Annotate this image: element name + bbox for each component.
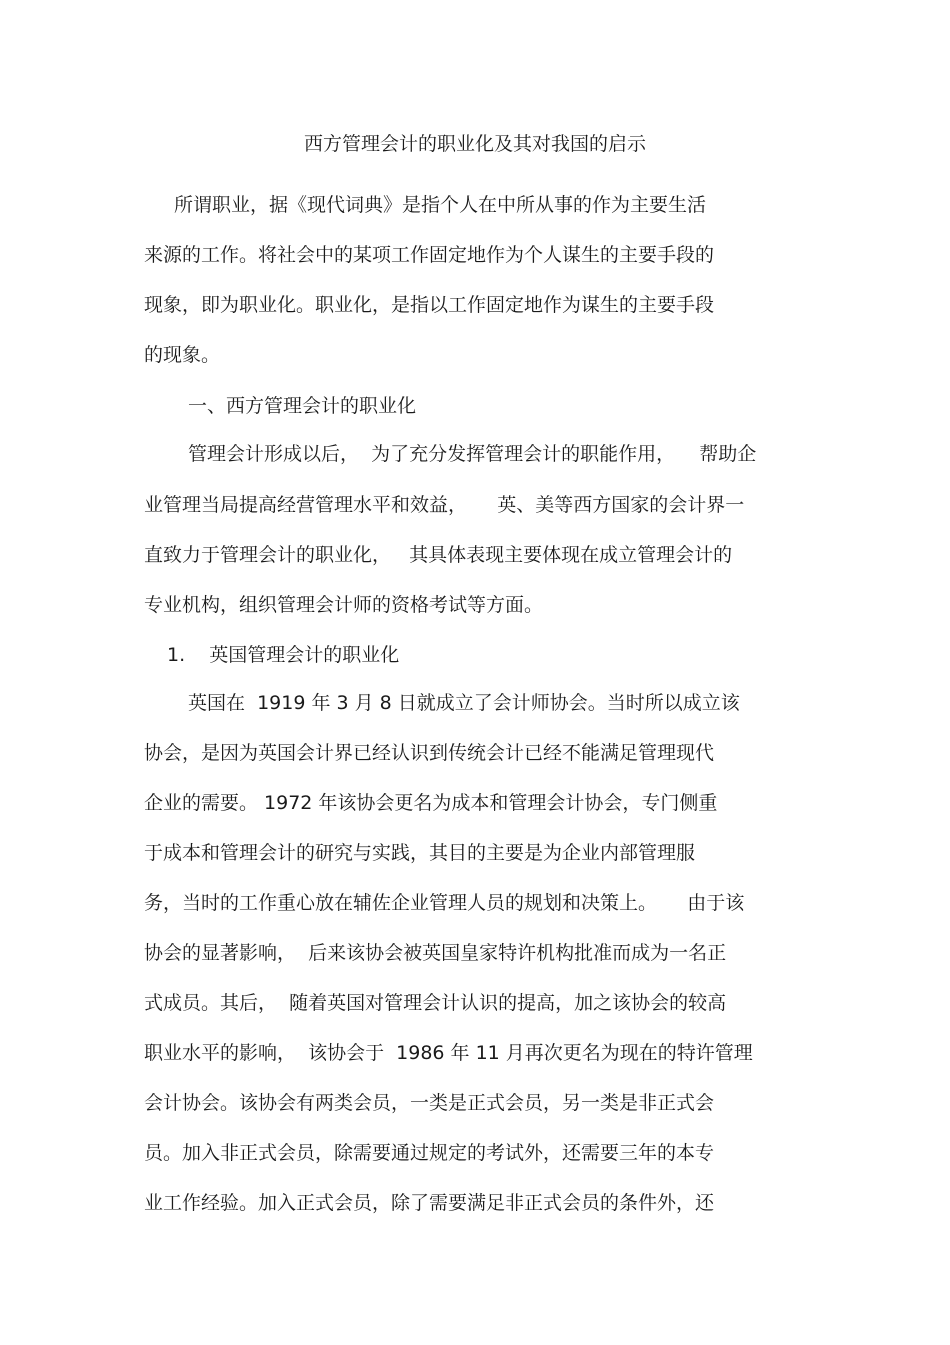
paragraph-line: 协会，是因为英国会计界已经认识到传统会计已经不能满足管理现代	[144, 742, 715, 764]
paragraph-line: 职业水平的影响， 该协会于 1986 年 11 月再次更名为现在的特许管理	[144, 1042, 753, 1064]
paragraph-line: 管理会计形成以后， 为了充分发挥管理会计的职能作用， 帮助企	[188, 443, 757, 465]
paragraph-line: 英国在 1919 年 3 月 8 日就成立了会计师协会。当时所以成立该	[188, 692, 740, 714]
paragraph-line: 现象，即为职业化。职业化，是指以工作固定地作为谋生的主要手段	[144, 294, 715, 316]
paragraph-line: 于成本和管理会计的研究与实践，其目的主要是为企业内部管理服	[144, 842, 696, 864]
paragraph-line: 所谓职业，据《现代词典》是指个人在中所从事的作为主要生活	[174, 194, 707, 216]
subsection-heading: 1. 英国管理会计的职业化	[167, 644, 400, 666]
document-title: 西方管理会计的职业化及其对我国的启示	[303, 133, 646, 155]
paragraph-line: 式成员。其后， 随着英国对管理会计认识的提高，加之该协会的较高	[144, 992, 727, 1014]
paragraph-line: 企业的需要。 1972 年该协会更名为成本和管理会计协会，专门侧重	[144, 792, 718, 814]
paragraph-line: 直致力于管理会计的职业化， 其具体表现主要体现在成立管理会计的	[144, 544, 733, 566]
paragraph-line: 专业机构，组织管理会计师的资格考试等方面。	[144, 594, 544, 616]
paragraph-line: 协会的显著影响， 后来该协会被英国皇家特许机构批准而成为一名正	[144, 942, 727, 964]
paragraph-line: 业工作经验。加入正式会员，除了需要满足非正式会员的条件外，还	[144, 1192, 715, 1214]
paragraph-line: 会计协会。该协会有两类会员，一类是正式会员，另一类是非正式会	[144, 1092, 715, 1114]
paragraph-line: 员。加入非正式会员，除需要通过规定的考试外，还需要三年的本专	[144, 1142, 715, 1164]
paragraph-line: 的现象。	[144, 344, 221, 366]
paragraph-line: 来源的工作。将社会中的某项工作固定地作为个人谋生的主要手段的	[144, 244, 715, 266]
section-heading: 一、西方管理会计的职业化	[188, 395, 417, 417]
paragraph-line: 业管理当局提高经营管理水平和效益， 英、美等西方国家的会计界一	[144, 494, 745, 516]
paragraph-line: 务，当时的工作重心放在辅佐企业管理人员的规划和决策上。 由于该	[144, 892, 745, 914]
